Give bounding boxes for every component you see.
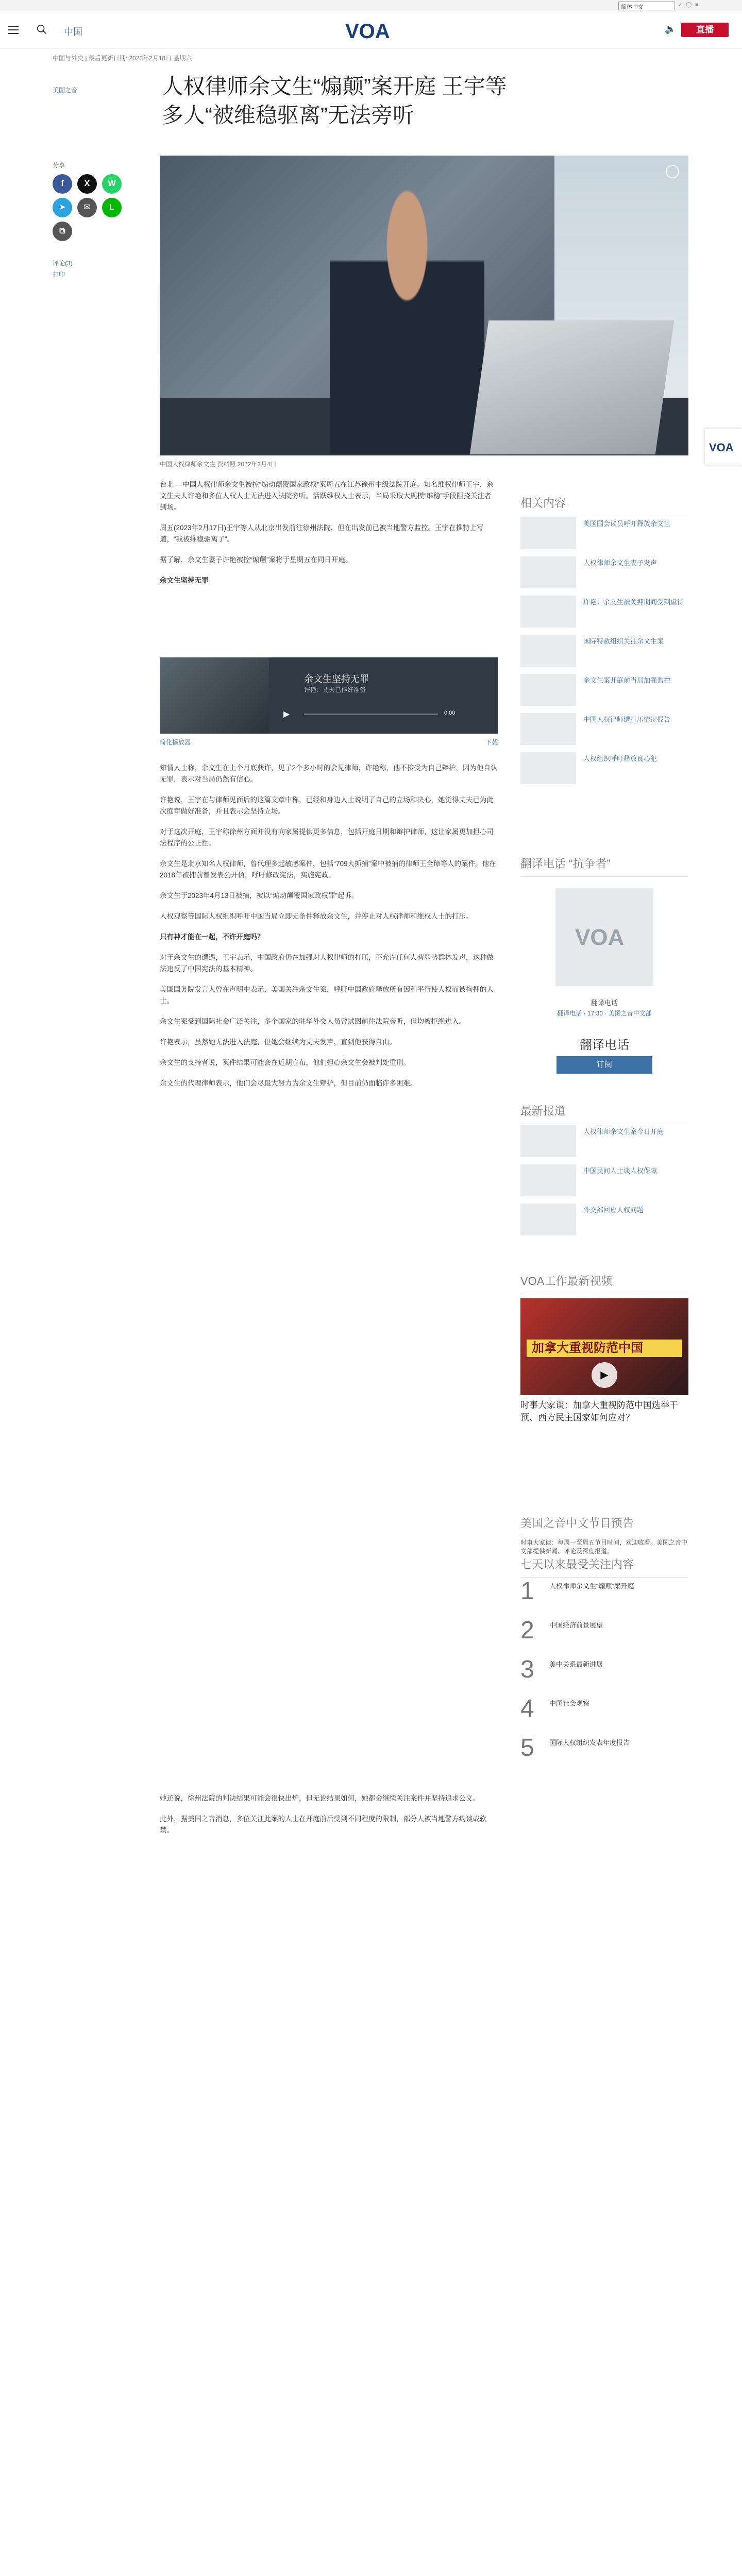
utility-bar [0, 0, 742, 12]
article-byline[interactable]: 美国之音 [53, 87, 78, 94]
latest-thumb [520, 1204, 576, 1235]
rank-number: 2 [520, 1617, 534, 1644]
paragraph: 对于余文生的遭遇，王宇表示，中国政府仍在加强对人权律师的打压，不允许任何人替弱势群体发声，这种做法违反了中国宪法的基本精神。 [160, 954, 494, 973]
related-text[interactable]: 人权组织呼吁释放良心犯 [583, 755, 657, 762]
related-text[interactable]: 国际特赦组织关注余文生案 [583, 637, 664, 645]
section-link[interactable]: 中国 [64, 27, 82, 37]
popout-player-link[interactable]: 简化播放器 [160, 739, 191, 746]
latest-text[interactable]: 人权律师余文生案今日开庭 [583, 1128, 664, 1136]
rank-number: 4 [520, 1695, 534, 1722]
paragraph: 她还说，徐州法院的判决结果可能会很快出炉，但无论结果如何，她都会继续关注案件并坚持追求公义。 [160, 1794, 480, 1802]
video-thumbnail[interactable] [520, 1298, 688, 1395]
facebook-icon[interactable]: f [53, 174, 72, 194]
image-caption: 中国人权律师余文生 资料照 2022年2月4日 [160, 461, 277, 468]
related-item[interactable] [520, 556, 688, 589]
related-text[interactable]: 余文生案开庭前当局加强监控 [583, 676, 671, 684]
rank-number: 1 [520, 1578, 534, 1605]
latest-item[interactable] [520, 1204, 688, 1236]
audio-player[interactable] [160, 657, 498, 734]
paragraph: 周五(2023年2月17日)王宇等人从北京出发前往徐州法院，但在出发前已被当地警方监控。王宇在推特上写道，“我被维稳驱离了”。 [160, 524, 484, 543]
latest-text[interactable]: 外交部回应人权问题 [583, 1206, 644, 1214]
latest-thumb [520, 1164, 576, 1196]
expand-icon[interactable] [666, 165, 679, 178]
latest-text[interactable]: 中国民间人士谈人权保障 [583, 1167, 657, 1175]
whatsapp-icon[interactable]: W [102, 174, 122, 194]
share-label: 分享 [53, 162, 65, 169]
share-row [53, 174, 122, 194]
play-icon[interactable]: ▶ [283, 710, 290, 719]
subheading: 余文生坚持无罪 [160, 577, 209, 584]
paragraph: 知情人士称，余文生在上个月底获许，见了2个多小时的会见律师，许艳称，他不接受为自己辩护，因为他自认无罪，表示对当局仍然有信心。 [160, 764, 498, 783]
util-icon-2[interactable]: ◯ [686, 2, 692, 8]
related-text[interactable]: 中国人权律师遭打压情况报告 [583, 716, 671, 723]
latest-item[interactable] [520, 1164, 688, 1197]
svg-text:VOA: VOA [575, 925, 625, 950]
live-button[interactable]: 直播 [681, 23, 729, 37]
print-link[interactable]: 打印 [53, 271, 65, 278]
related-thumb [520, 596, 576, 628]
subheading: 只有神才能在一起，不许开庭吗？ [160, 933, 264, 941]
article-body-1 [160, 479, 498, 596]
player-links [160, 738, 498, 747]
telegram-icon[interactable]: ➤ [53, 198, 72, 217]
related-thumb [520, 635, 576, 667]
language-select[interactable]: 简体中文 [618, 2, 675, 10]
related-title: 相关内容 [520, 495, 688, 516]
related-item[interactable] [520, 713, 688, 746]
utility-icons [678, 2, 700, 8]
site-header [0, 12, 742, 48]
article-body-2 [160, 762, 498, 1098]
video-title: VOA工作最新视频 [520, 1273, 688, 1294]
play-icon[interactable]: ▶ [592, 1362, 617, 1388]
player-controls [283, 709, 490, 719]
related-text[interactable]: 美国国会议员呼吁释放余文生 [583, 520, 671, 528]
rank-number: 5 [520, 1734, 534, 1761]
popular-text[interactable]: 国际人权组织发表年度报告 [549, 1739, 630, 1747]
latest-item[interactable] [520, 1125, 688, 1158]
player-time: 0:00 [444, 710, 456, 716]
paragraph: 此外，据美国之音消息，多位关注此案的人士在开庭前后受到不同程度的限制，部分人被当地警方约谈或软禁。 [160, 1815, 487, 1834]
util-icon-3[interactable]: ■ [695, 2, 699, 8]
paragraph: 余文生案受到国际社会广泛关注，多个国家的驻华外交人员曾试图前往法院旁听，但均被拒绝进入。 [160, 1018, 466, 1025]
popular-text[interactable]: 美中关系最新进展 [549, 1660, 603, 1668]
related-item[interactable] [520, 517, 688, 550]
latest-title: 最新报道 [520, 1103, 688, 1124]
svg-text:VOA: VOA [345, 20, 390, 42]
hotline-name: 翻译电话 [591, 999, 618, 1007]
paragraph: 人权观察等国际人权组织呼吁中国当局立即无条件释放余文生，并停止对人权律师和维权人士的打压。 [160, 912, 473, 920]
rank-number: 3 [520, 1656, 534, 1683]
related-thumb [520, 556, 576, 588]
speaker-icon[interactable]: 🔈 [665, 24, 677, 34]
article-title: 人权律师余文生“煽颠”案开庭 王宇等多人“被维稳驱离”无法旁听 [162, 74, 507, 127]
share-row-2 [53, 198, 122, 217]
video-caption[interactable]: 时事大家谈：加拿大重视防范中国选举干预、西方民主国家如何应对？ [520, 1400, 678, 1422]
popular-item[interactable] [520, 1735, 688, 1771]
paragraph: 许艳表示，虽然她无法进入法庭，但她会继续为丈夫发声，直到他获得自由。 [160, 1038, 396, 1046]
related-thumb [520, 674, 576, 706]
related-text[interactable]: 许艳：余文生被关押期间受到虐待 [583, 598, 684, 606]
copy-link-icon[interactable]: ⧉ [53, 222, 72, 241]
article-body-3 [160, 1793, 498, 1845]
related-item[interactable] [520, 596, 688, 629]
progress-track[interactable] [304, 714, 438, 715]
hotline-image [555, 888, 653, 986]
related-thumb [520, 713, 576, 745]
paragraph: 美国国务院发言人曾在声明中表示，美国关注余文生案，呼吁中国政府释放所有因和平行使人权而被拘押的人士。 [160, 986, 494, 1005]
latest-thumb [520, 1125, 576, 1157]
related-item[interactable] [520, 674, 688, 707]
paragraph: 余文生于2023年4月13日被捕，被以“煽动颠覆国家政权罪”起诉。 [160, 892, 359, 900]
popular-item[interactable] [520, 1657, 688, 1693]
related-item[interactable] [520, 635, 688, 668]
hotline-links[interactable]: 翻译电话 · 17:30 · 美国之音中文部 [557, 1010, 652, 1017]
search-icon[interactable] [36, 24, 47, 35]
paragraph: 据了解，余文生妻子许艳被控“煽颠”案将于星期五在同日开庭。 [160, 556, 352, 564]
x-icon[interactable]: X [77, 174, 97, 194]
related-thumb [520, 752, 576, 784]
paragraph: 许艳说，王宇在与律师见面后的这篇文章中称，已经和身边人士说明了自己的立场和决心，她觉得丈夫已为此次庭审做好准备，并且表示会坚持立场。 [160, 796, 494, 815]
util-icon-1[interactable]: ✓ [678, 2, 683, 8]
popular-text[interactable]: 中国经济前景展望 [549, 1621, 603, 1629]
hero-image [160, 156, 688, 455]
related-item[interactable] [520, 752, 688, 785]
popular-item[interactable] [520, 1618, 688, 1654]
player-thumbnail [160, 657, 269, 734]
hotline-title: 翻译电话 “抗争者” [520, 855, 688, 877]
share-row-3 [53, 222, 72, 241]
comments-link[interactable]: 评论(3) [53, 260, 73, 267]
popular-text[interactable]: 人权律师余文生“煽颠”案开庭 [549, 1582, 634, 1590]
popular-item[interactable] [520, 1696, 688, 1732]
video-banner: 加拿大重视防范中国 [527, 1340, 682, 1357]
player-subtitle: 许艳：丈夫已作好准备 [304, 686, 366, 693]
popular-item[interactable] [520, 1579, 688, 1615]
menu-icon[interactable] [8, 26, 19, 34]
hotline-bigname: 翻译电话 [580, 1038, 629, 1052]
floating-voa-logo[interactable] [705, 429, 742, 465]
paragraph: 余文生的支持者说，案件结果可能会在近期宣布，他们担心余文生会被判处重刑。 [160, 1059, 410, 1066]
article-meta: 中国与外交 | 最后更新日期: 2023年2月18日 星期六 [53, 55, 192, 62]
line-icon[interactable]: L [102, 198, 122, 217]
special-title: 美国之音中文节目预告 [520, 1515, 688, 1536]
popular-title: 七天以来最受关注内容 [520, 1556, 688, 1578]
hotline-box [520, 882, 688, 1088]
paragraph: 余文生的代理律师表示，他们会尽最大努力为余文生辩护，但目前仍面临许多困难。 [160, 1079, 417, 1087]
voa-logo[interactable] [344, 19, 398, 42]
paragraph: 台北 —中国人权律师余文生被控“煽动颠覆国家政权”案周五在江苏徐州中级法院开庭。知名维权律师王宇、余文生夫人许艳和多位人权人士无法进入法院旁听。活跃维权人士表示，当局采取大规模“维稳”手段阻挠关注者到场。 [160, 481, 494, 511]
related-thumb [520, 517, 576, 549]
paragraph: 对于这次开庭，王宇称徐州方面并没有向家属提供更多信息，包括开庭日期和辩护律师，这让家属更加担心司法程序的公正性。 [160, 828, 494, 847]
download-link[interactable]: 下载 [485, 739, 498, 746]
hotline-subscribe-button[interactable]: 订阅 [556, 1056, 652, 1074]
related-text[interactable]: 人权律师余文生妻子发声 [583, 559, 657, 567]
special-text: 时事大家谈：每周一至周五节目时间，欢迎收看。美国之音中文部提供新闻、评论及深度报道。 [520, 1539, 688, 1555]
email-icon[interactable]: ✉ [77, 198, 97, 217]
svg-text:VOA: VOA [709, 441, 734, 454]
popular-text[interactable]: 中国社会观察 [549, 1700, 590, 1707]
player-title: 余文生坚持无罪 [304, 674, 369, 684]
paragraph: 余文生是北京知名人权律师，曾代理多起敏感案件，包括“709大抓捕”案中被捕的律师王全璋等人的案件。他在2018年被捕前曾发表公开信，呼吁修改宪法，实施宪政。 [160, 860, 496, 879]
